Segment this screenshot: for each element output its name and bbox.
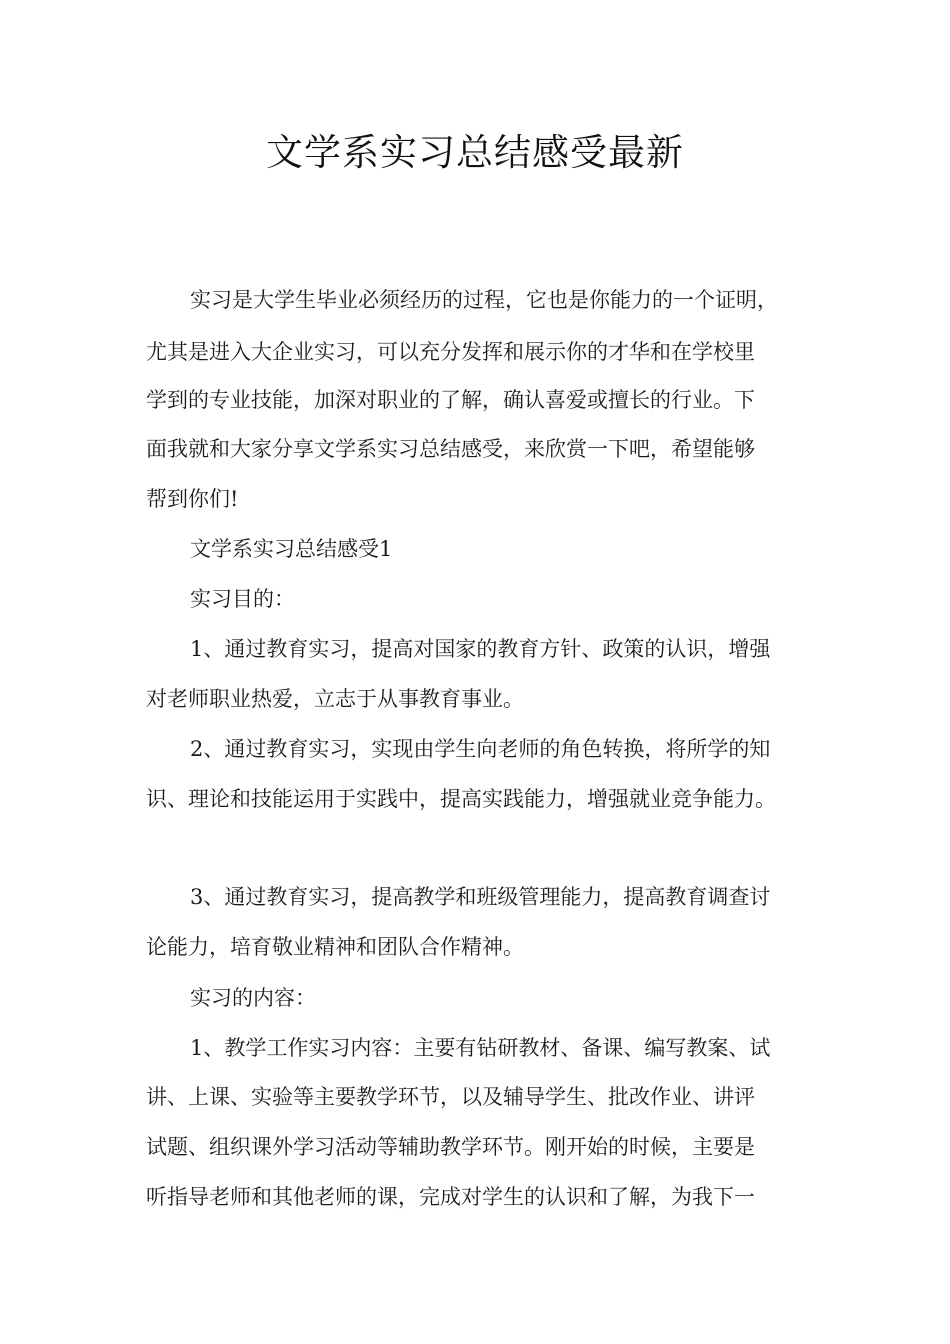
document-title: 文学系实习总结感受最新 — [266, 131, 684, 174]
body-line: 讲、上课、实验等主要教学环节，以及辅导学生、批改作业、讲评 — [146, 1085, 755, 1109]
body-line: 面我就和大家分享文学系实习总结感受，来欣赏一下吧，希望能够 — [146, 437, 755, 461]
body-line: 2、通过教育实习，实现由学生向老师的角色转换，将所学的知 — [190, 737, 771, 761]
body-line: 听指导老师和其他老师的课，完成对学生的认识和了解，为我下一 — [146, 1185, 755, 1209]
body-line: 实习是大学生毕业必须经历的过程，它也是你能力的一个证明， — [190, 288, 778, 312]
section-heading: 文学系实习总结感受1 — [190, 537, 393, 561]
body-line: 1、通过教育实习，提高对国家的教育方针、政策的认识，增强 — [190, 637, 771, 661]
body-line: 尤其是进入大企业实习，可以充分发挥和展示你的才华和在学校里 — [146, 340, 755, 364]
body-line: 3、通过教育实习，提高教学和班级管理能力，提高教育调查讨 — [190, 885, 771, 909]
body-line: 帮到你们! — [146, 487, 239, 511]
body-line: 学到的专业技能，加深对职业的了解，确认喜爱或擅长的行业。下 — [146, 388, 755, 412]
body-line: 对老师职业热爱，立志于从事教育事业。 — [146, 687, 524, 711]
body-line: 识、理论和技能运用于实践中，提高实践能力，增强就业竞争能力。 — [146, 787, 776, 811]
body-line: 论能力，培育敬业精神和团队合作精神。 — [146, 935, 524, 959]
subheading: 实习目的： — [190, 587, 295, 611]
body-line: 1、教学工作实习内容：主要有钻研教材、备课、编写教案、试 — [190, 1036, 771, 1060]
body-line: 试题、组织课外学习活动等辅助教学环节。刚开始的时候，主要是 — [146, 1135, 755, 1159]
subheading: 实习的内容： — [190, 986, 316, 1010]
